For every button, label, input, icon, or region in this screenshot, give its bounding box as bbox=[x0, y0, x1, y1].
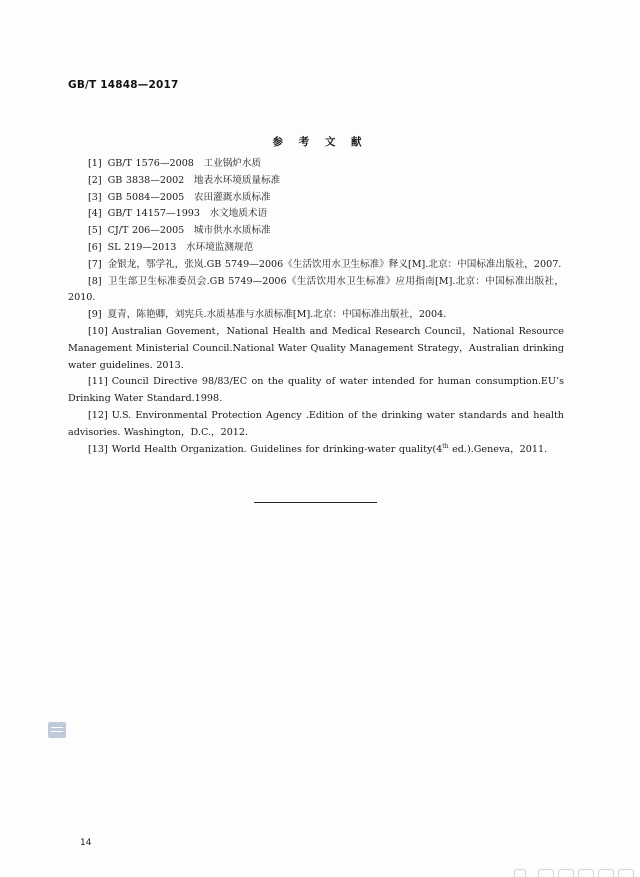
reference-number: [9] bbox=[88, 309, 102, 321]
reference-number: [11] bbox=[88, 376, 108, 388]
watermark-glyph-shape bbox=[618, 869, 634, 877]
reference-text: U.S. Environmental Protection Agency .Edition of the drinking water standards and health advisories. Washington，D.C.，2012. bbox=[68, 409, 564, 438]
reference-text-part: World Health Organization. Guidelines for drinking-water quality(4 bbox=[111, 443, 443, 455]
reference-item-12 bbox=[68, 408, 564, 442]
reference-number: [4] bbox=[88, 208, 102, 220]
reference-number: [3] bbox=[88, 191, 102, 203]
reference-number: [12] bbox=[88, 409, 108, 421]
watermark-glyph-shape bbox=[578, 869, 594, 877]
reference-item-7 bbox=[68, 257, 564, 274]
reference-item-13 bbox=[68, 442, 564, 459]
watermark-glyph-shape bbox=[514, 869, 526, 877]
references-section-title: 参 考 文 献 bbox=[272, 136, 368, 148]
reference-item-9 bbox=[68, 307, 564, 324]
reference-number: [7] bbox=[88, 258, 102, 270]
end-of-section-rule bbox=[254, 502, 377, 503]
reference-superscript: th bbox=[442, 442, 449, 450]
watermark-glyph-shape bbox=[558, 869, 574, 877]
reference-number: [5] bbox=[88, 225, 102, 237]
reference-text: GB 3838—2002 地表水环境质量标准 bbox=[107, 174, 281, 186]
reference-number: [2] bbox=[88, 174, 102, 186]
reference-number: [1] bbox=[88, 158, 102, 169]
reference-item-2 bbox=[68, 173, 564, 190]
page-number: 14 bbox=[80, 838, 92, 848]
reference-text: Council Directive 98/83/EC on the quality of water intended for human consumption.EU’s Drinking Water Standard.1998. bbox=[68, 376, 564, 405]
reference-text: GB/T 14157—1993 水文地质术语 bbox=[107, 208, 268, 220]
reference-text-part: ed.).Geneva，2011. bbox=[448, 443, 548, 455]
reference-item-1 bbox=[68, 156, 564, 173]
standard-code-header: GB/T 14848—2017 bbox=[68, 79, 179, 91]
reference-item-6 bbox=[68, 240, 564, 257]
reference-list bbox=[68, 156, 564, 458]
reference-item-5 bbox=[68, 223, 564, 240]
reference-text: Australian Govement，National Health and Medical Research Council，National Resource Management Ministerial Council.National Water Quality Management Strategy，Australian drinking water guidelines. 2013. bbox=[68, 325, 564, 371]
reference-text: 夏青，陈艳卿，刘宪兵.水质基准与水质标准[M].北京：中国标准出版社，2004. bbox=[107, 309, 447, 321]
reference-text: GB/T 1576—2008 工业锅炉水质 bbox=[107, 158, 262, 169]
reference-number: [6] bbox=[88, 241, 102, 253]
reference-number: [10] bbox=[88, 325, 108, 337]
reference-item-11 bbox=[68, 374, 564, 408]
reference-text: 金银龙，鄂学礼，张岚.GB 5749—2006《生活饮用水卫生标准》释义[M].北京：中国标准出版社，2007. bbox=[107, 258, 562, 270]
scan-stamp-icon bbox=[48, 722, 66, 738]
reference-text: CJ/T 206—2005 城市供水水质标准 bbox=[107, 225, 271, 237]
reference-number: [13] bbox=[88, 443, 108, 455]
reference-text: GB 5084—2005 农田灌溉水质标准 bbox=[107, 191, 271, 203]
reference-item-3 bbox=[68, 190, 564, 207]
reference-text: SL 219—2013 水环境监测规范 bbox=[107, 241, 254, 253]
reference-item-8 bbox=[68, 274, 564, 308]
reference-item-10 bbox=[68, 324, 564, 374]
reference-number: [8] bbox=[88, 275, 102, 287]
reference-item-4 bbox=[68, 206, 564, 223]
watermark-glyph-shape bbox=[598, 869, 614, 877]
watermark-glyph-shape bbox=[538, 869, 554, 877]
watermark-icon bbox=[512, 863, 640, 877]
reference-text: 卫生部卫生标准委员会.GB 5749—2006《生活饮用水卫生标准》应用指南[M].北京：中国标准出版社，2010. bbox=[68, 275, 564, 304]
